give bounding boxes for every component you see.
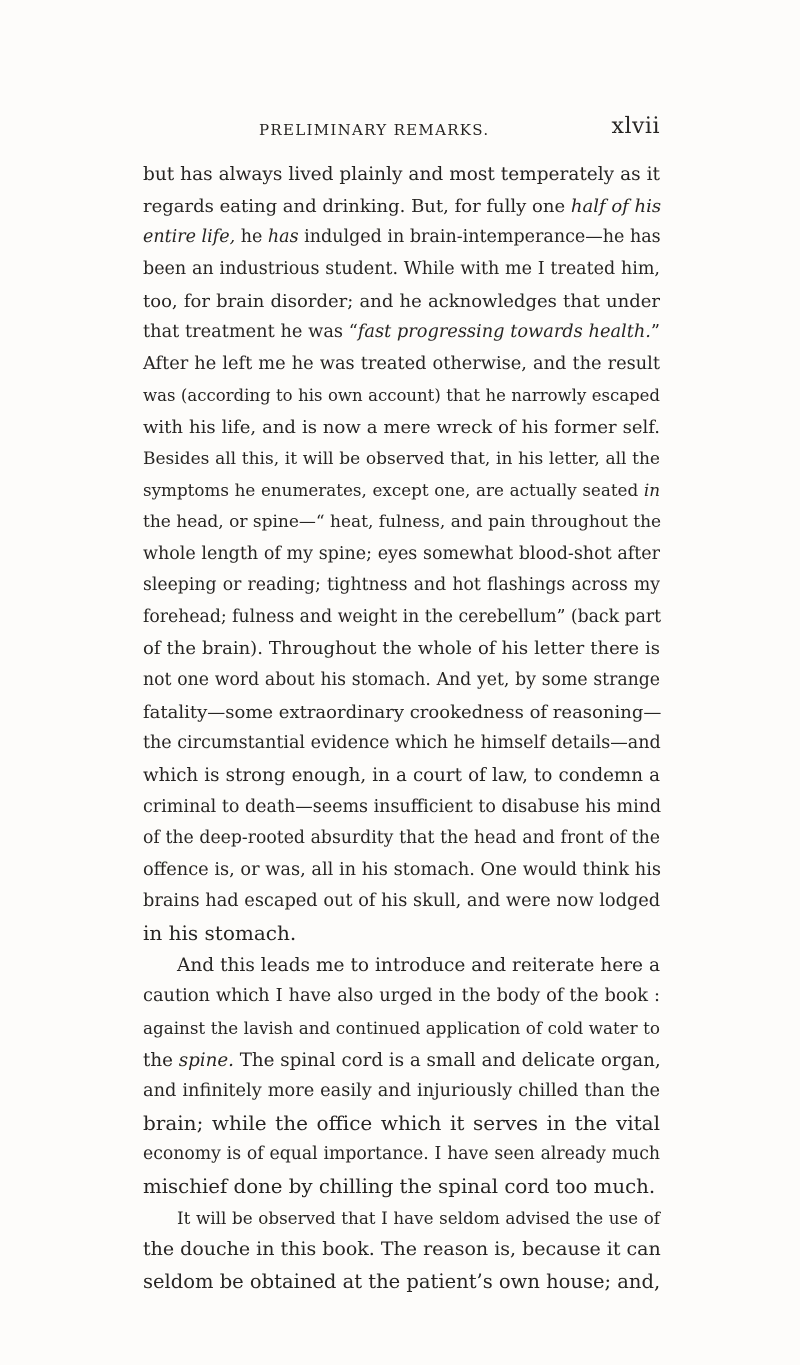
text-line: against the lavish and continued application of cold water to <box>143 1017 660 1038</box>
text-line: with his life, and is now a mere wreck of his former self. <box>143 417 660 438</box>
running-header <box>143 108 660 148</box>
text-line: Besides all this, it will be observed that, in his letter, all the <box>143 448 660 469</box>
text-line: caution which I have also urged in the body of the book : <box>143 986 660 1007</box>
text-line: seldom be obtained at the patient’s own house; and, <box>143 1269 661 1293</box>
emphasis: half of his <box>570 195 662 217</box>
text-line: mischief done by chilling the spinal cord too much. <box>143 1175 656 1198</box>
text-line: of the deep-rooted absurdity that the head and front of the <box>143 828 660 849</box>
body-text <box>143 159 660 1298</box>
text-line: been an industrious student. While with me I treated him, <box>143 258 660 279</box>
text-line: the head, or spine—“ heat, fulness, and pain throughout the <box>143 511 662 532</box>
text-line: but has always lived plainly and most temperately as it <box>143 164 660 185</box>
text-line: It will be observed that I have seldom advised the use of <box>177 1207 660 1228</box>
text-line: entire life, he has indulged in brain-intemperance—he has <box>143 227 661 248</box>
text-line: that treatment he was “fast progressing towards health.” <box>143 322 660 343</box>
text-line: in his stomach. <box>143 921 297 945</box>
emphasis: entire life, <box>143 227 236 248</box>
text-line: the circumstantial evidence which he himself details—and <box>143 733 661 754</box>
text-line: symptoms he enumerates, except one, are actually seated in <box>143 480 660 501</box>
emphasis: has <box>267 227 299 248</box>
text-line: offence is, or was, all in his stomach. One would think his <box>143 859 661 880</box>
text-line: the douche in this book. The reason is, because it can <box>143 1238 661 1261</box>
text-line: whole length of my spine; eyes somewhat blood-shot after <box>143 543 660 564</box>
page-number: xlvii <box>611 114 660 139</box>
text-line: of the brain). Throughout the whole of his letter there is <box>143 638 660 660</box>
text-line: not one word about his stomach. And yet, by some strange <box>143 670 660 690</box>
emphasis: spine. <box>178 1049 234 1071</box>
text-line: brain; while the office which it serves in the vital <box>143 1110 660 1135</box>
text-line: economy is of equal importance. I have seen already much <box>143 1144 660 1165</box>
text-line: sleeping or reading; tightness and hot flashings across my <box>143 575 660 596</box>
text-line: After he left me he was treated otherwise, and the result <box>143 353 660 374</box>
text-line: too, for brain disorder; and he acknowledges that under <box>143 290 660 312</box>
text-line: regards eating and drinking. But, for fully one half of his <box>143 195 662 217</box>
text-line: was (according to his own account) that he narrowly escaped <box>143 386 660 406</box>
text-line: which is strong enough, in a court of law, to condemn a <box>143 764 660 786</box>
text-line: criminal to death—seems insufficient to disabuse his mind <box>143 796 662 817</box>
text-line: And this leads me to introduce and reiterate here a <box>177 954 660 976</box>
emphasis: in <box>643 480 660 501</box>
text-line: brains had escaped out of his skull, and were now lodged <box>143 891 661 912</box>
text-line: and infinitely more easily and injuriously chilled than the <box>143 1081 660 1102</box>
running-header-title: PRELIMINARY REMARKS. <box>259 121 490 139</box>
text-line: fatality—some extraordinary crookedness of reasoning— <box>143 701 662 723</box>
text-line: forehead; fulness and weight in the cerebellum” (back part <box>143 606 662 627</box>
text-line: the spine. The spinal cord is a small and delicate organ, <box>143 1049 661 1071</box>
emphasis: fast progressing towards health. <box>357 322 651 343</box>
